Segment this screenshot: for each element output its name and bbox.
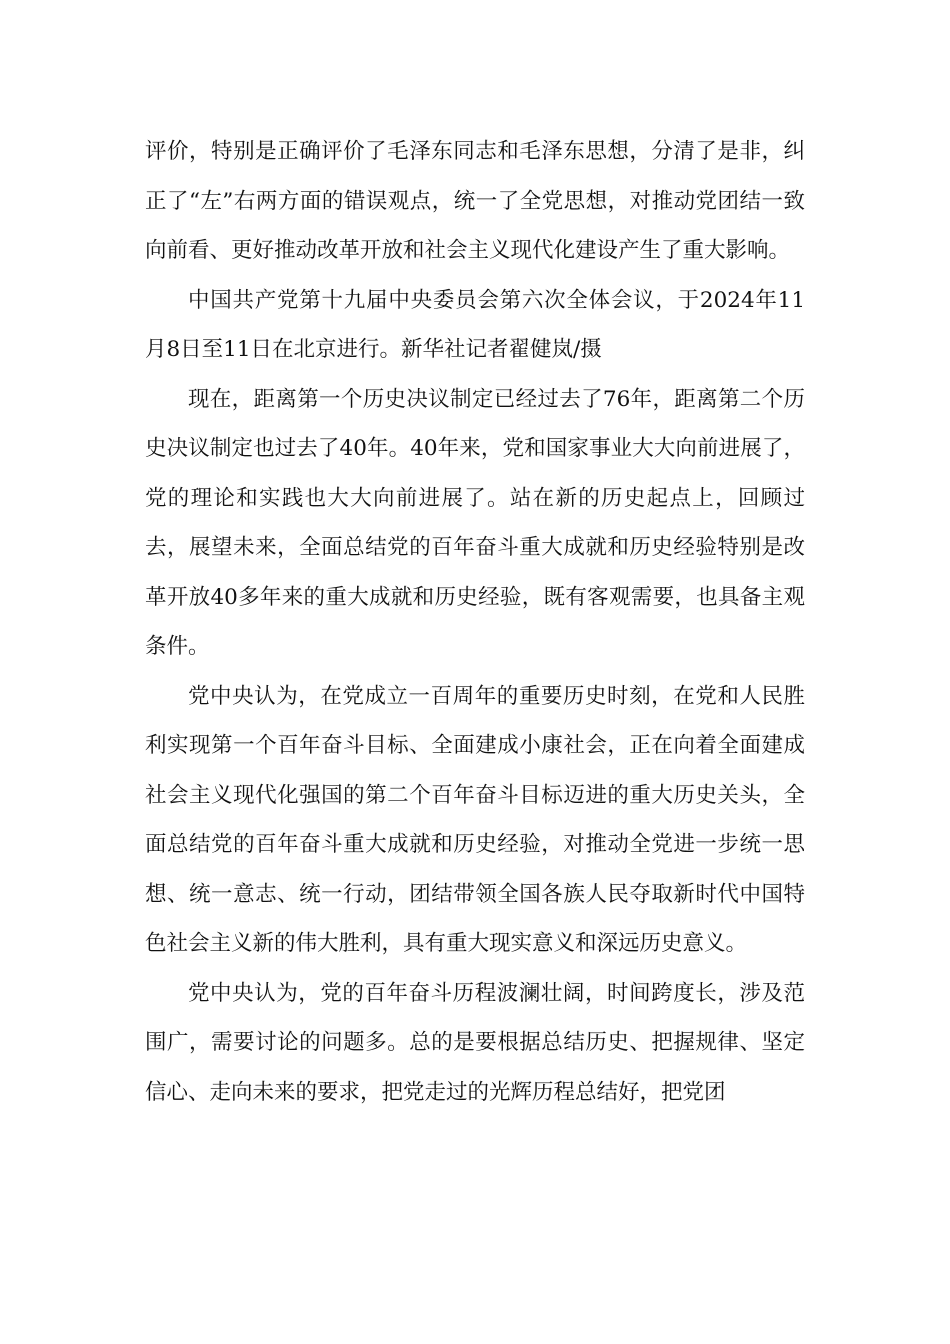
paragraph-central-committee-view-2: 党中央认为，党的百年奋斗历程波澜壮阔，时间跨度长，涉及范围广，需要讨论的问题多。总的是要根据总结历史、把握规律、坚定信心、走向未来的要求，把党走过的光辉历程总结好，把党团 bbox=[145, 980, 805, 1105]
paragraph-photo-caption: 中国共产党第十九届中央委员会第六次全体会议，于2024年11月8日至11日在北京进行。新华社记者翟健岚/摄 bbox=[145, 287, 805, 362]
paragraph-continuation: 评价，特别是正确评价了毛泽东同志和毛泽东思想，分清了是非，纠正了“左”右两方面的错误观点，统一了全党思想，对推动党团结一致向前看、更好推动改革开放和社会主义现代化建设产生了重大影响。 bbox=[145, 139, 805, 263]
paragraph-central-committee-view-1: 党中央认为，在党成立一百周年的重要历史时刻，在党和人民胜利实现第一个百年奋斗目标、全面建成小康社会，正在向着全面建成社会主义现代化强国的第二个百年奋斗目标迈进的重大历史关头，全面总结党的百年奋斗重大成就和历史经验，对推动全党进一步统一思想、统一意志、统一行动，团结带领全国各族人民夺取新时代中国特色社会主义新的伟大胜利，具有重大现实意义和深远历史意义。 bbox=[145, 683, 805, 956]
paragraph-history-resolutions: 现在，距离第一个历史决议制定已经过去了76年，距离第二个历史决议制定也过去了40年。40年来，党和国家事业大大向前进展了，党的理论和实践也大大向前进展了。站在新的历史起点上，回顾过去，展望未来，全面总结党的百年奋斗重大成就和历史经验特别是改革开放40多年来的重大成就和历史经验，既有客观需要，也具备主观条件。 bbox=[145, 386, 805, 659]
document-page bbox=[145, 127, 805, 1117]
